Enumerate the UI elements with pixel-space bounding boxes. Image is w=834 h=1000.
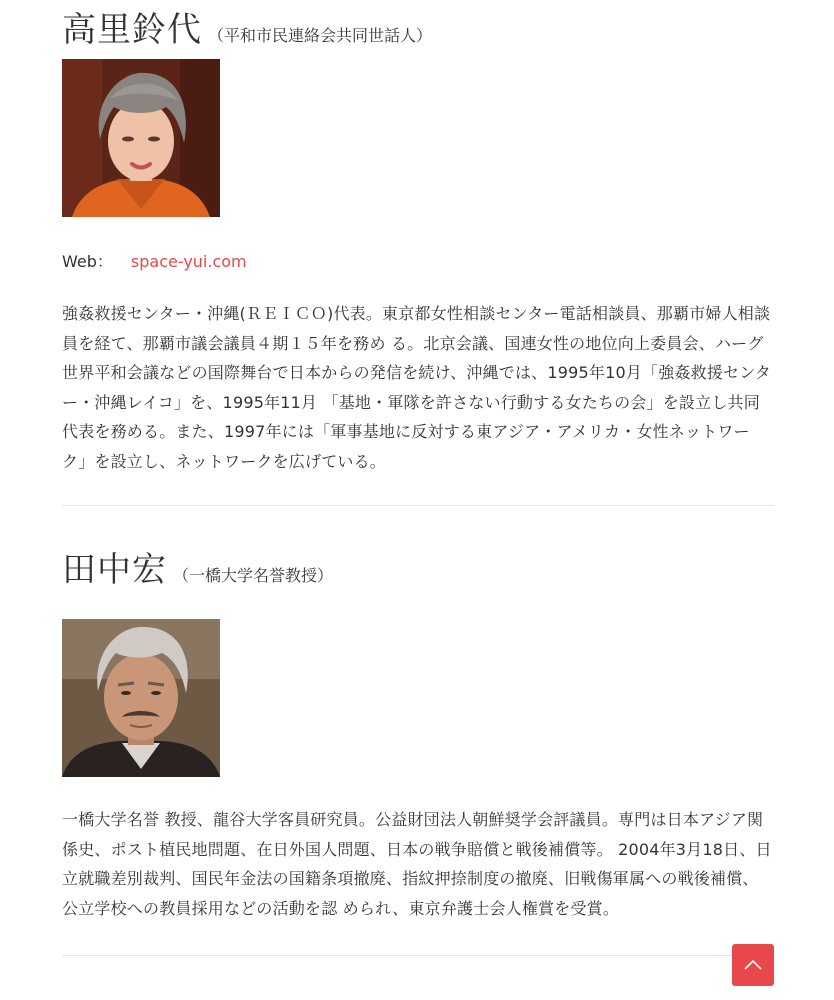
profile-bio: 一橋大学名誉 教授、龍谷大学客員研究員。公益財団法人朝鮮奨学会評議員。専門は日本アジア関係史、ポスト植民地問題、在日外国人問題、日本の戦争賠償と戦後補償等。 2004年3月18日、日立就職差別裁判、国民年金法の国籍条項撤廃、指紋押捺制度の撤廃、旧戦傷軍属への戦後補償、公立学校への教員採用などの活動を認 められ、東京弁護士会人権賞を受賞。 [62, 810, 772, 918]
website-link[interactable]: space-yui.com [130, 252, 247, 271]
web-row [62, 251, 774, 273]
divider [62, 955, 774, 956]
web-label: Web： [62, 252, 113, 271]
profile-photo [62, 59, 220, 217]
profile-card [62, 8, 774, 477]
profile-name: 高里鈴代 [62, 10, 202, 50]
divider [62, 505, 774, 506]
profile-bio: 強姦救援センター・沖縄(ＲＥＩＣＯ)代表。東京都女性相談センター電話相談員、那覇市婦人相談員を経て、那覇市議会議員４期１５年を務め る。北京会議、国連女性の地位向上委員会、ハーグ世界平和会議などの国際舞台で日本からの発信を続け、沖縄では、1995年10月「強姦救援センター・沖縄レイコ」を、1995年11月 「基地・軍隊を許さない行動する女たちの会」を設立し共同代表を務める。また、1997年には「軍事基地に反対する東アジア・アメリカ・女性ネットワーク」を設立し、ネットワークを広げている。 [62, 304, 771, 471]
profile-affiliation: （平和市民連絡会共同世話人） [208, 26, 433, 45]
profile-name: 田中宏 [62, 550, 167, 590]
profile-heading [62, 8, 774, 52]
chevron-up-icon [743, 959, 763, 971]
profile-card [62, 548, 774, 923]
profile-heading [62, 548, 774, 592]
profile-affiliation: （一橋大学名誉教授） [173, 566, 334, 585]
scroll-to-top-button[interactable] [732, 944, 774, 986]
profile-photo [62, 619, 220, 777]
